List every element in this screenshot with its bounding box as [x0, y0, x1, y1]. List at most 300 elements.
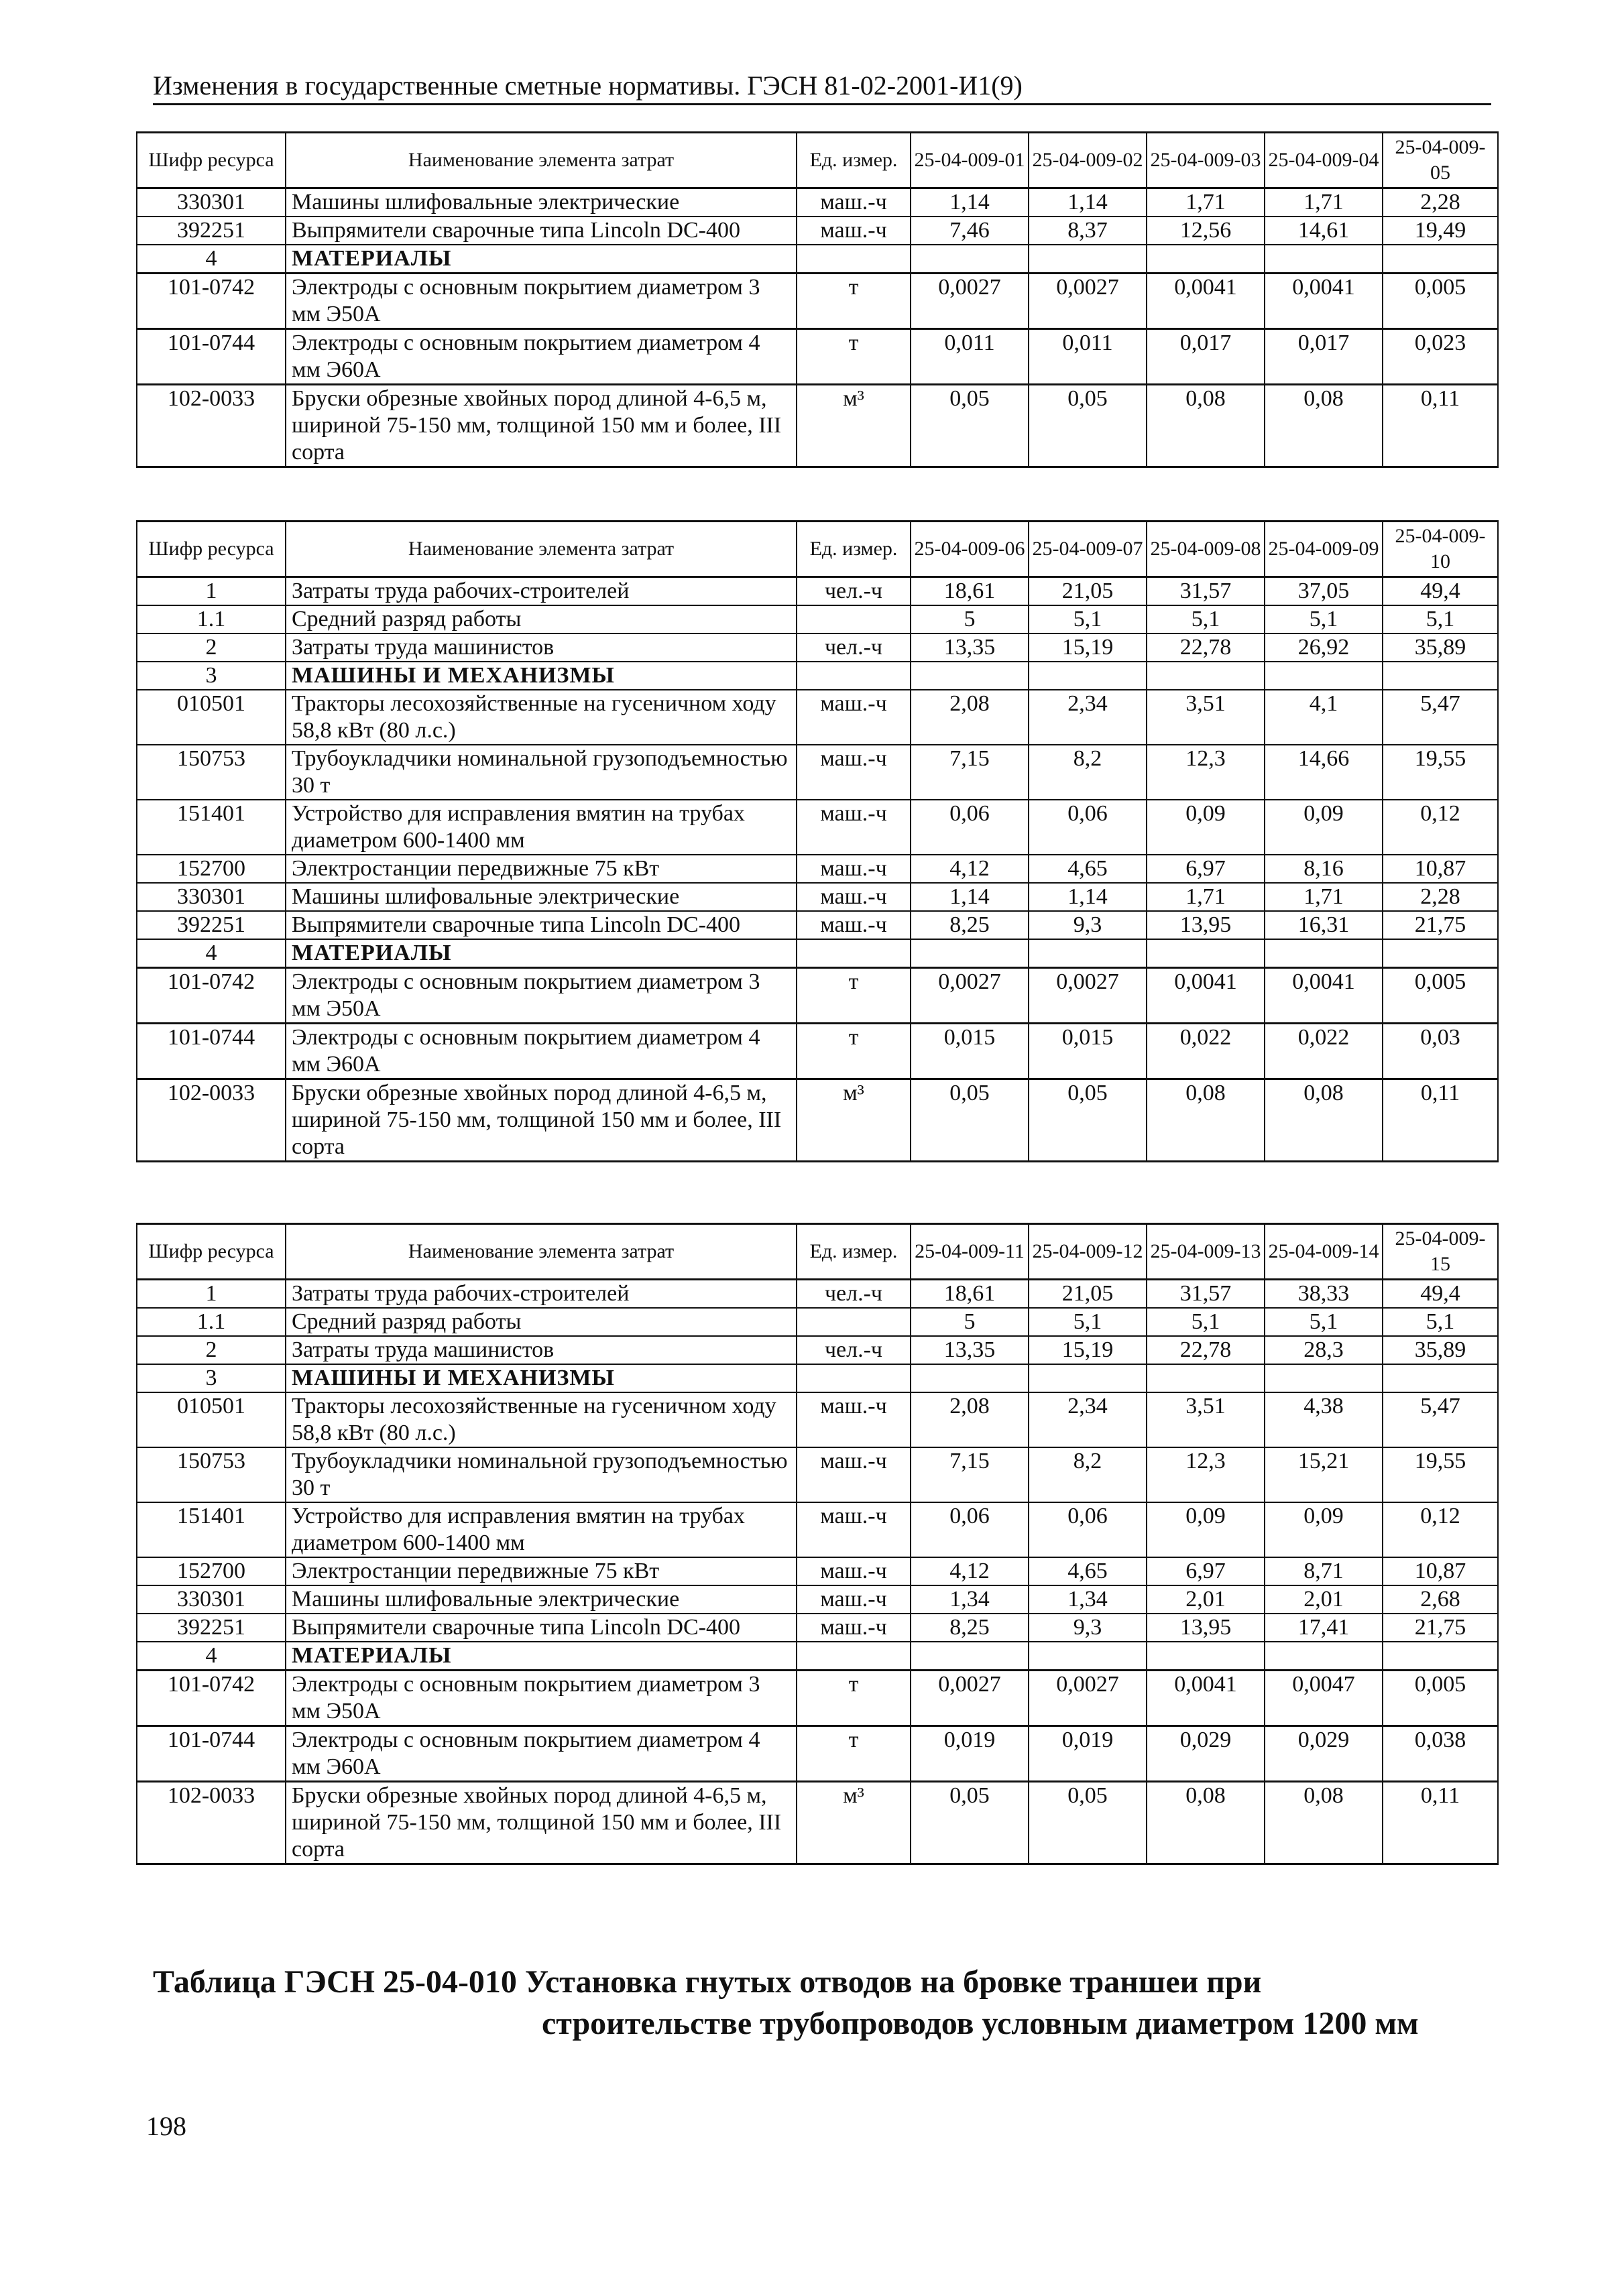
- norm-value: 22,78: [1147, 1336, 1265, 1364]
- norm-value: 5,1: [1383, 1308, 1498, 1336]
- norm-value: 10,87: [1383, 855, 1498, 883]
- column-header-norm: 25-04-009-06: [911, 522, 1029, 577]
- section-row: [137, 1642, 1498, 1671]
- cost-element-name: Средний разряд работы: [286, 1308, 797, 1336]
- norm-value: 49,4: [1383, 1280, 1498, 1309]
- resource-code: 3: [137, 662, 286, 690]
- norm-value: [1029, 1364, 1147, 1392]
- norm-value: 5,1: [1029, 1308, 1147, 1336]
- norm-value: 0,011: [911, 329, 1029, 385]
- norm-value: 2,01: [1265, 1585, 1383, 1614]
- resource-code: 1.1: [137, 1308, 286, 1336]
- unit-of-measure: м³: [797, 1079, 911, 1162]
- cost-element-name: Выпрямители сварочные типа Lincoln DC-400: [286, 1614, 797, 1642]
- table-header-row: [137, 522, 1498, 577]
- cost-element-name: Затраты труда рабочих-строителей: [286, 577, 797, 606]
- norm-value: 6,97: [1147, 1557, 1265, 1585]
- cost-element-name: Выпрямители сварочные типа Lincoln DC-400: [286, 217, 797, 245]
- norm-value: 0,05: [1029, 1782, 1147, 1864]
- norm-value: 15,21: [1265, 1447, 1383, 1502]
- resource-code: 101-0742: [137, 968, 286, 1024]
- norm-value: 31,57: [1147, 577, 1265, 606]
- norm-value: 0,011: [1029, 329, 1147, 385]
- norm-value: 15,19: [1029, 633, 1147, 662]
- norm-value: 1,34: [1029, 1585, 1147, 1614]
- cost-element-name: Выпрямители сварочные типа Lincoln DC-400: [286, 911, 797, 939]
- norm-value: 4,38: [1265, 1392, 1383, 1447]
- norm-value: [1265, 939, 1383, 968]
- resource-code: 3: [137, 1364, 286, 1392]
- column-header-norm: 25-04-009-15: [1383, 1224, 1498, 1280]
- norm-value: 17,41: [1265, 1614, 1383, 1642]
- table-row: [137, 1671, 1498, 1726]
- column-header-code: Шифр ресурса: [137, 133, 286, 188]
- table-row: [137, 329, 1498, 385]
- table-row: [137, 1502, 1498, 1557]
- table-title: [153, 1961, 1494, 2045]
- norm-value: 38,33: [1265, 1280, 1383, 1309]
- column-header-code: Шифр ресурса: [137, 1224, 286, 1280]
- table-header-row: [137, 133, 1498, 188]
- resource-code: 1: [137, 1280, 286, 1309]
- resource-code: 4: [137, 939, 286, 968]
- section-title: МАШИНЫ И МЕХАНИЗМЫ: [286, 1364, 797, 1392]
- norm-value: 0,015: [1029, 1024, 1147, 1079]
- table-row: [137, 188, 1498, 217]
- norm-value: 21,05: [1029, 577, 1147, 606]
- unit-of-measure: т: [797, 1024, 911, 1079]
- norm-value: 9,3: [1029, 1614, 1147, 1642]
- table-row: [137, 1447, 1498, 1502]
- norm-value: 15,19: [1029, 1336, 1147, 1364]
- unit-of-measure: м³: [797, 1782, 911, 1864]
- norm-value: 12,3: [1147, 745, 1265, 800]
- table-row: [137, 745, 1498, 800]
- resource-code: 4: [137, 245, 286, 274]
- column-header-norm: 25-04-009-11: [911, 1224, 1029, 1280]
- table-row: [137, 385, 1498, 467]
- norm-value: 0,017: [1147, 329, 1265, 385]
- norm-value: 0,022: [1265, 1024, 1383, 1079]
- unit-of-measure: маш.-ч: [797, 745, 911, 800]
- norm-value: 1,34: [911, 1585, 1029, 1614]
- norm-value: 0,029: [1147, 1726, 1265, 1782]
- norm-value: 0,005: [1383, 1671, 1498, 1726]
- unit-of-measure: чел.-ч: [797, 1336, 911, 1364]
- norm-value: 26,92: [1265, 633, 1383, 662]
- unit-of-measure: маш.-ч: [797, 1585, 911, 1614]
- unit-of-measure: чел.-ч: [797, 633, 911, 662]
- norm-value: 0,0027: [1029, 1671, 1147, 1726]
- norm-value: 0,05: [911, 385, 1029, 467]
- cost-element-name: Машины шлифовальные электрические: [286, 1585, 797, 1614]
- norm-value: 0,0027: [911, 968, 1029, 1024]
- unit-of-measure: м³: [797, 385, 911, 467]
- resource-code: 1: [137, 577, 286, 606]
- norm-table: [136, 131, 1499, 468]
- norm-value: 0,09: [1265, 1502, 1383, 1557]
- norm-value: 0,08: [1147, 1782, 1265, 1864]
- unit-of-measure: маш.-ч: [797, 800, 911, 855]
- norm-value: 1,14: [911, 188, 1029, 217]
- unit-of-measure: маш.-ч: [797, 883, 911, 911]
- norm-value: [1029, 939, 1147, 968]
- norm-value: 0,05: [1029, 1079, 1147, 1162]
- norm-value: 0,0041: [1147, 1671, 1265, 1726]
- norm-table: [136, 1223, 1499, 1865]
- norm-value: [1265, 1364, 1383, 1392]
- unit-of-measure: [797, 662, 911, 690]
- norm-value: 0,11: [1383, 1079, 1498, 1162]
- cost-element-name: Затраты труда рабочих-строителей: [286, 1280, 797, 1309]
- norm-value: [1265, 662, 1383, 690]
- column-header-norm: 25-04-009-12: [1029, 1224, 1147, 1280]
- cost-element-name: Машины шлифовальные электрические: [286, 883, 797, 911]
- norm-value: 35,89: [1383, 1336, 1498, 1364]
- norm-value: 0,08: [1265, 385, 1383, 467]
- resource-code: 392251: [137, 217, 286, 245]
- norm-value: 0,0047: [1265, 1671, 1383, 1726]
- column-header-norm: 25-04-009-13: [1147, 1224, 1265, 1280]
- norm-value: 5,1: [1147, 1308, 1265, 1336]
- unit-of-measure: т: [797, 1726, 911, 1782]
- unit-of-measure: маш.-ч: [797, 1502, 911, 1557]
- cost-element-name: Бруски обрезные хвойных пород длиной 4-6,5 м, шириной 75-150 мм, толщиной 150 мм и более, III сорта: [286, 385, 797, 467]
- norm-value: [1383, 1364, 1498, 1392]
- norm-value: 5,47: [1383, 1392, 1498, 1447]
- section-row: [137, 245, 1498, 274]
- table-row: [137, 883, 1498, 911]
- norm-value: 0,12: [1383, 800, 1498, 855]
- table-row: [137, 690, 1498, 745]
- norm-value: 3,51: [1147, 1392, 1265, 1447]
- column-header-norm: 25-04-009-01: [911, 133, 1029, 188]
- cost-element-name: Затраты труда машинистов: [286, 633, 797, 662]
- norm-table: [136, 520, 1499, 1162]
- norm-value: 35,89: [1383, 633, 1498, 662]
- norm-value: 0,08: [1147, 1079, 1265, 1162]
- column-header-unit: Ед. измер.: [797, 522, 911, 577]
- table-row: [137, 1336, 1498, 1364]
- table-header-row: [137, 1224, 1498, 1280]
- norm-value: 16,31: [1265, 911, 1383, 939]
- table-row: [137, 1614, 1498, 1642]
- norm-value: [911, 1364, 1029, 1392]
- resource-code: 101-0742: [137, 1671, 286, 1726]
- unit-of-measure: т: [797, 1671, 911, 1726]
- norm-value: 0,005: [1383, 968, 1498, 1024]
- norm-value: 8,71: [1265, 1557, 1383, 1585]
- norm-value: 13,95: [1147, 911, 1265, 939]
- row-group: [137, 1364, 1498, 1642]
- norm-value: 0,019: [911, 1726, 1029, 1782]
- row-group: [137, 577, 1498, 634]
- norm-value: 2,28: [1383, 883, 1498, 911]
- column-header-norm: 25-04-009-02: [1029, 133, 1147, 188]
- norm-value: 0,0027: [911, 1671, 1029, 1726]
- column-header-norm: 25-04-009-07: [1029, 522, 1147, 577]
- cost-element-name: Затраты труда машинистов: [286, 1336, 797, 1364]
- norm-value: 0,0041: [1147, 274, 1265, 329]
- norm-value: 0,015: [911, 1024, 1029, 1079]
- norm-value: 19,49: [1383, 217, 1498, 245]
- norm-value: 8,25: [911, 911, 1029, 939]
- cost-element-name: Электроды с основным покрытием диаметром 4 мм Э60А: [286, 329, 797, 385]
- norm-value: 0,05: [1029, 385, 1147, 467]
- norm-value: 28,3: [1265, 1336, 1383, 1364]
- norm-value: [911, 1642, 1029, 1671]
- norm-value: 8,25: [911, 1614, 1029, 1642]
- norm-value: 13,35: [911, 1336, 1029, 1364]
- norm-value: 19,55: [1383, 1447, 1498, 1502]
- norm-value: 0,05: [911, 1079, 1029, 1162]
- norm-value: 0,017: [1265, 329, 1383, 385]
- norm-value: [1383, 662, 1498, 690]
- norm-value: 0,005: [1383, 274, 1498, 329]
- norm-value: 5,1: [1147, 605, 1265, 633]
- unit-of-measure: [797, 1642, 911, 1671]
- column-header-name: Наименование элемента затрат: [286, 1224, 797, 1280]
- table-row: [137, 274, 1498, 329]
- norm-value: 19,55: [1383, 745, 1498, 800]
- cost-element-name: Устройство для исправления вмятин на трубах диаметром 600-1400 мм: [286, 800, 797, 855]
- norm-value: 0,0027: [911, 274, 1029, 329]
- norm-value: 1,71: [1265, 188, 1383, 217]
- norm-value: 3,51: [1147, 690, 1265, 745]
- unit-of-measure: т: [797, 274, 911, 329]
- table-row: [137, 1782, 1498, 1864]
- column-header-norm: 25-04-009-08: [1147, 522, 1265, 577]
- table-row: [137, 1308, 1498, 1336]
- row-group: [137, 188, 1498, 245]
- table-row: [137, 633, 1498, 662]
- cost-element-name: Электроды с основным покрытием диаметром 3 мм Э50А: [286, 1671, 797, 1726]
- resource-code: 010501: [137, 1392, 286, 1447]
- row-group: [137, 1336, 1498, 1364]
- unit-of-measure: маш.-ч: [797, 855, 911, 883]
- norm-value: 12,56: [1147, 217, 1265, 245]
- table-row: [137, 1557, 1498, 1585]
- table-row: [137, 855, 1498, 883]
- column-header-unit: Ед. измер.: [797, 133, 911, 188]
- norm-value: [1383, 1642, 1498, 1671]
- norm-value: 10,87: [1383, 1557, 1498, 1585]
- norm-value: 14,61: [1265, 217, 1383, 245]
- table-title-line-2: строительстве трубопроводов условным диаметром 1200 мм: [542, 2006, 1419, 2041]
- unit-of-measure: [797, 605, 911, 633]
- norm-value: 9,3: [1029, 911, 1147, 939]
- norm-value: 0,0041: [1147, 968, 1265, 1024]
- norm-value: 2,68: [1383, 1585, 1498, 1614]
- unit-of-measure: маш.-ч: [797, 911, 911, 939]
- table-row: [137, 1726, 1498, 1782]
- norm-value: 0,09: [1147, 800, 1265, 855]
- norm-value: 2,08: [911, 690, 1029, 745]
- resource-code: 152700: [137, 1557, 286, 1585]
- norm-value: 7,15: [911, 745, 1029, 800]
- norm-value: 6,97: [1147, 855, 1265, 883]
- norm-value: [1265, 245, 1383, 274]
- cost-element-name: Электростанции передвижные 75 кВт: [286, 855, 797, 883]
- norm-value: [1029, 662, 1147, 690]
- norm-value: 0,06: [1029, 1502, 1147, 1557]
- norm-value: [1147, 662, 1265, 690]
- table-row: [137, 605, 1498, 633]
- resource-code: 4: [137, 1642, 286, 1671]
- unit-of-measure: [797, 245, 911, 274]
- norm-value: 8,37: [1029, 217, 1147, 245]
- column-header-code: Шифр ресурса: [137, 522, 286, 577]
- column-header-norm: 25-04-009-04: [1265, 133, 1383, 188]
- norm-value: 2,34: [1029, 1392, 1147, 1447]
- norm-value: 4,1: [1265, 690, 1383, 745]
- section-title: МАТЕРИАЛЫ: [286, 245, 797, 274]
- resource-code: 151401: [137, 1502, 286, 1557]
- table-row: [137, 217, 1498, 245]
- cost-element-name: Средний разряд работы: [286, 605, 797, 633]
- table-row: [137, 968, 1498, 1024]
- row-group: [137, 1642, 1498, 1864]
- section-row: [137, 1364, 1498, 1392]
- norm-value: 22,78: [1147, 633, 1265, 662]
- cost-element-name: Тракторы лесохозяйственные на гусеничном ходу 58,8 кВт (80 л.с.): [286, 1392, 797, 1447]
- cost-element-name: Электроды с основным покрытием диаметром 3 мм Э50А: [286, 968, 797, 1024]
- norm-value: 0,029: [1265, 1726, 1383, 1782]
- norm-value: 2,01: [1147, 1585, 1265, 1614]
- norm-value: 0,09: [1147, 1502, 1265, 1557]
- resource-code: 150753: [137, 1447, 286, 1502]
- norm-value: 1,14: [1029, 883, 1147, 911]
- norm-value: 5: [911, 1308, 1029, 1336]
- norm-value: [1029, 1642, 1147, 1671]
- norm-value: 8,2: [1029, 1447, 1147, 1502]
- norm-value: 2,28: [1383, 188, 1498, 217]
- norm-value: 5,1: [1383, 605, 1498, 633]
- resource-code: 101-0742: [137, 274, 286, 329]
- cost-element-name: Тракторы лесохозяйственные на гусеничном ходу 58,8 кВт (80 л.с.): [286, 690, 797, 745]
- resource-code: 102-0033: [137, 1079, 286, 1162]
- row-group: [137, 633, 1498, 662]
- unit-of-measure: [797, 1308, 911, 1336]
- norm-value: 4,65: [1029, 855, 1147, 883]
- norm-value: 0,0027: [1029, 274, 1147, 329]
- section-title: МАТЕРИАЛЫ: [286, 1642, 797, 1671]
- norm-value: 0,06: [911, 800, 1029, 855]
- table-row: [137, 800, 1498, 855]
- resource-code: 2: [137, 633, 286, 662]
- norm-value: 18,61: [911, 577, 1029, 606]
- norm-value: 14,66: [1265, 745, 1383, 800]
- cost-element-name: Бруски обрезные хвойных пород длиной 4-6,5 м, шириной 75-150 мм, толщиной 150 мм и более, III сорта: [286, 1782, 797, 1864]
- norm-value: 13,95: [1147, 1614, 1265, 1642]
- column-header-norm: 25-04-009-03: [1147, 133, 1265, 188]
- cost-element-name: Трубоукладчики номинальной грузоподъемностью 30 т: [286, 745, 797, 800]
- unit-of-measure: маш.-ч: [797, 690, 911, 745]
- norm-value: 2,34: [1029, 690, 1147, 745]
- norm-value: 0,05: [911, 1782, 1029, 1864]
- norm-value: 18,61: [911, 1280, 1029, 1309]
- norm-value: 12,3: [1147, 1447, 1265, 1502]
- norm-value: 0,06: [1029, 800, 1147, 855]
- norm-value: [1383, 245, 1498, 274]
- unit-of-measure: маш.-ч: [797, 217, 911, 245]
- resource-code: 330301: [137, 188, 286, 217]
- unit-of-measure: маш.-ч: [797, 1392, 911, 1447]
- norm-value: 5: [911, 605, 1029, 633]
- norm-value: 1,71: [1147, 188, 1265, 217]
- section-row: [137, 939, 1498, 968]
- section-title: МАШИНЫ И МЕХАНИЗМЫ: [286, 662, 797, 690]
- norm-value: 8,2: [1029, 745, 1147, 800]
- resource-code: 102-0033: [137, 1782, 286, 1864]
- resource-code: 151401: [137, 800, 286, 855]
- resource-code: 392251: [137, 1614, 286, 1642]
- norm-value: 1,71: [1265, 883, 1383, 911]
- norm-value: [1147, 245, 1265, 274]
- norm-value: [911, 245, 1029, 274]
- norm-value: 8,16: [1265, 855, 1383, 883]
- table-row: [137, 1079, 1498, 1162]
- table-row: [137, 911, 1498, 939]
- table-row: [137, 1024, 1498, 1079]
- resource-code: 330301: [137, 883, 286, 911]
- resource-code: 150753: [137, 745, 286, 800]
- resource-code: 2: [137, 1336, 286, 1364]
- norm-value: 4,65: [1029, 1557, 1147, 1585]
- norm-value: 1,71: [1147, 883, 1265, 911]
- table-row: [137, 577, 1498, 606]
- row-group: [137, 1280, 1498, 1337]
- norm-value: 0,08: [1265, 1079, 1383, 1162]
- norm-value: [1147, 1364, 1265, 1392]
- unit-of-measure: т: [797, 968, 911, 1024]
- column-header-norm: 25-04-009-14: [1265, 1224, 1383, 1280]
- norm-value: [1265, 1642, 1383, 1671]
- unit-of-measure: маш.-ч: [797, 1447, 911, 1502]
- resource-code: 010501: [137, 690, 286, 745]
- cost-element-name: Бруски обрезные хвойных пород длиной 4-6,5 м, шириной 75-150 мм, толщиной 150 мм и более, III сорта: [286, 1079, 797, 1162]
- unit-of-measure: маш.-ч: [797, 1614, 911, 1642]
- resource-code: 330301: [137, 1585, 286, 1614]
- column-header-name: Наименование элемента затрат: [286, 522, 797, 577]
- norm-value: 0,11: [1383, 385, 1498, 467]
- norm-value: 0,11: [1383, 1782, 1498, 1864]
- norm-value: 0,019: [1029, 1726, 1147, 1782]
- norm-value: 0,03: [1383, 1024, 1498, 1079]
- cost-element-name: Устройство для исправления вмятин на трубах диаметром 600-1400 мм: [286, 1502, 797, 1557]
- cost-element-name: Трубоукладчики номинальной грузоподъемностью 30 т: [286, 1447, 797, 1502]
- norm-value: [911, 939, 1029, 968]
- cost-element-name: Машины шлифовальные электрические: [286, 188, 797, 217]
- column-header-norm: 25-04-009-05: [1383, 133, 1498, 188]
- unit-of-measure: чел.-ч: [797, 1280, 911, 1309]
- norm-value: 1,14: [1029, 188, 1147, 217]
- column-header-unit: Ед. измер.: [797, 1224, 911, 1280]
- norm-value: 4,12: [911, 1557, 1029, 1585]
- norm-value: 21,75: [1383, 911, 1498, 939]
- table-row: [137, 1392, 1498, 1447]
- unit-of-measure: [797, 1364, 911, 1392]
- page-number: 198: [146, 2111, 186, 2141]
- resource-code: 101-0744: [137, 329, 286, 385]
- norm-value: 0,12: [1383, 1502, 1498, 1557]
- norm-value: [1147, 1642, 1265, 1671]
- cost-element-name: Электроды с основным покрытием диаметром 4 мм Э60А: [286, 1024, 797, 1079]
- norm-value: 5,1: [1265, 1308, 1383, 1336]
- resource-code: 101-0744: [137, 1024, 286, 1079]
- norm-value: 31,57: [1147, 1280, 1265, 1309]
- norm-value: 0,09: [1265, 800, 1383, 855]
